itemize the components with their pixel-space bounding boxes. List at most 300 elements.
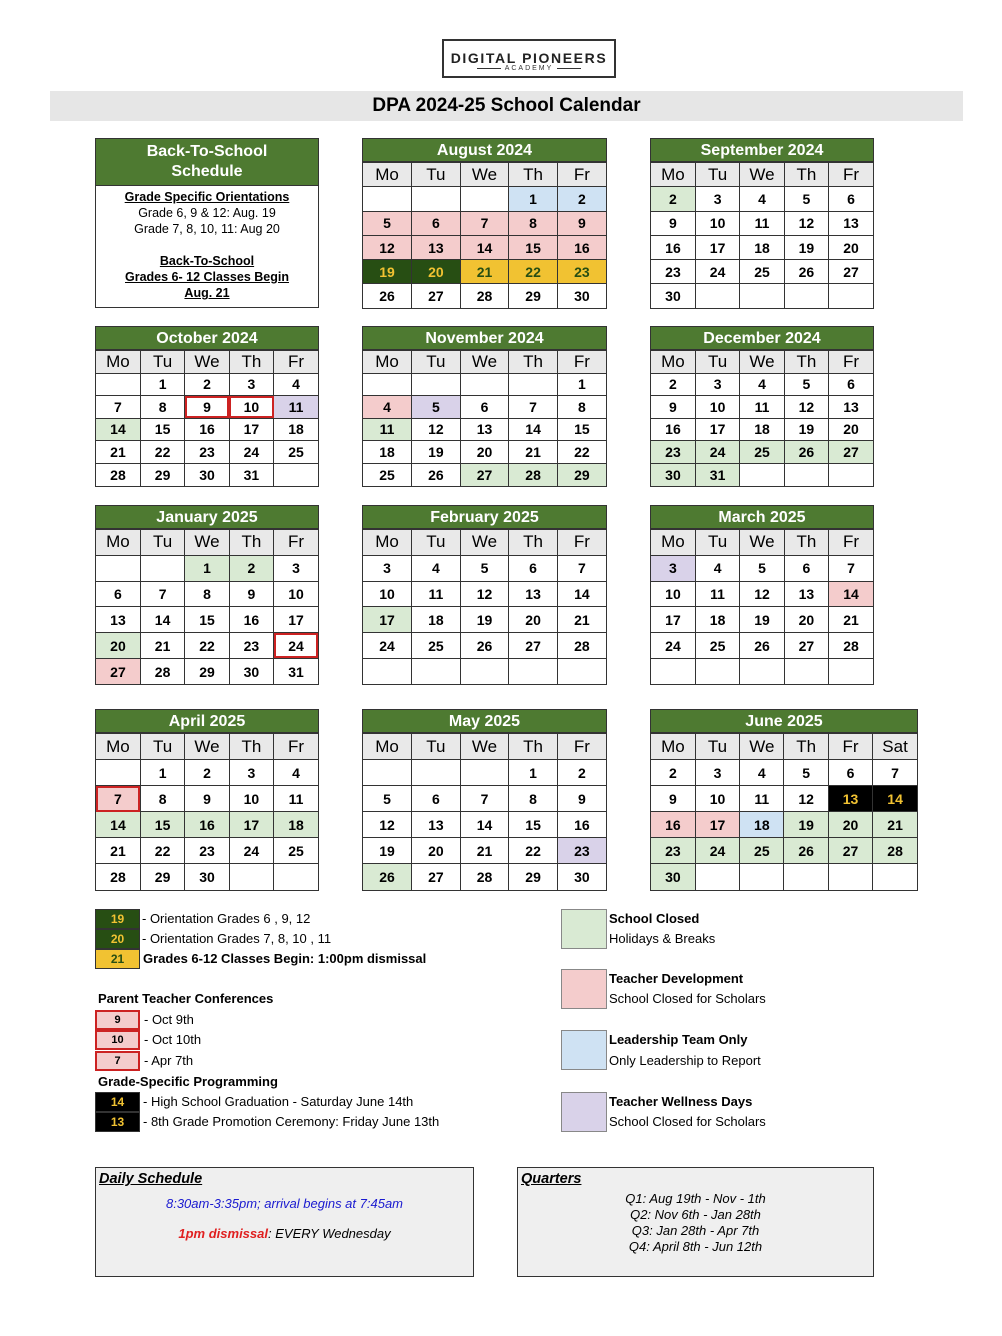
weekday-header: We [740, 351, 784, 374]
day-cell: 20 [460, 441, 509, 464]
day-cell: 14 [96, 812, 140, 838]
wellness-title: Teacher Wellness Days [609, 1094, 753, 1109]
day-cell: 6 [96, 581, 140, 607]
day-cell: 21 [509, 441, 558, 464]
day-cell: 12 [460, 581, 509, 607]
weekday-header: Th [509, 163, 558, 187]
day-cell: 21 [140, 633, 184, 659]
month-title: December 2024 [651, 327, 873, 350]
weekday-header: Fr [828, 734, 872, 760]
day-cell: 6 [509, 555, 558, 581]
day-cell: 24 [363, 633, 412, 659]
day-cell: 17 [651, 607, 695, 633]
day-cell: 1 [557, 373, 606, 396]
weekday-header: Fr [829, 163, 873, 187]
empty-cell [740, 658, 784, 684]
day-cell: 10 [695, 786, 739, 812]
day-cell: 15 [509, 812, 558, 838]
month-december-2024 [650, 326, 874, 487]
weekday-header: Mo [651, 351, 695, 374]
day-cell: 19 [363, 838, 412, 864]
day-cell: 27 [96, 658, 140, 684]
empty-cell [829, 658, 873, 684]
day-cell: 11 [740, 786, 784, 812]
day-cell: 16 [229, 607, 273, 633]
empty-cell [96, 555, 140, 581]
daily-schedule-hours: 8:30am-3:35pm; arrival begins at 7:45am [165, 1196, 403, 1211]
day-cell: 6 [460, 396, 509, 419]
day-cell: 20 [829, 235, 873, 259]
day-cell: 2 [557, 187, 606, 211]
empty-cell [412, 760, 461, 786]
weekday-header: Mo [363, 734, 412, 760]
month-title: March 2025 [651, 506, 873, 529]
day-cell: 12 [784, 396, 828, 419]
day-cell: 18 [274, 418, 318, 441]
day-cell: 1 [509, 187, 558, 211]
weekday-header: We [740, 163, 784, 187]
day-cell: 3 [695, 187, 739, 211]
daily-schedule-box [95, 1167, 474, 1277]
day-cell: 11 [363, 418, 412, 441]
weekday-header: Th [784, 530, 828, 556]
weekday-header: We [185, 530, 229, 556]
empty-cell [695, 658, 739, 684]
day-cell: 1 [140, 373, 184, 396]
day-cell: 16 [651, 235, 695, 259]
day-cell: 19 [460, 607, 509, 633]
day-cell: 3 [363, 555, 412, 581]
day-cell: 21 [460, 260, 509, 284]
day-cell: 13 [784, 581, 828, 607]
day-cell: 25 [274, 441, 318, 464]
day-cell: 15 [140, 812, 184, 838]
empty-cell [695, 864, 739, 890]
ptc-title: Parent Teacher Conferences [98, 991, 274, 1006]
empty-cell [829, 284, 873, 308]
wellness-swatch [561, 1092, 607, 1132]
day-cell: 8 [509, 211, 558, 235]
day-cell: 3 [229, 373, 273, 396]
empty-cell [96, 373, 140, 396]
month-may-2025 [362, 709, 607, 891]
bts-heading-line2: Schedule [171, 163, 243, 180]
empty-cell [274, 864, 318, 890]
school-closed-swatch [561, 909, 607, 949]
month-october-2024 [95, 326, 319, 487]
month-june-2025 [650, 709, 918, 891]
day-cell: 12 [363, 235, 412, 259]
ptc3-swatch: 7 [95, 1051, 140, 1071]
day-cell: 1 [185, 555, 229, 581]
quarters-list [518, 1191, 873, 1255]
day-cell: 7 [557, 555, 606, 581]
day-cell: 3 [695, 373, 739, 396]
empty-cell [740, 864, 784, 890]
day-cell: 28 [460, 284, 509, 308]
weekday-header: We [460, 530, 509, 556]
day-cell: 16 [557, 812, 606, 838]
day-cell: 19 [784, 235, 828, 259]
month-september-2024 [650, 138, 874, 309]
weekday-header: Tu [140, 351, 184, 374]
day-cell: 22 [140, 838, 184, 864]
school-closed-sub: Holidays & Breaks [609, 931, 716, 946]
empty-cell [873, 864, 917, 890]
day-cell: 23 [557, 260, 606, 284]
day-cell: 17 [229, 418, 273, 441]
weekday-header: Fr [557, 734, 606, 760]
day-cell: 11 [740, 211, 784, 235]
day-cell: 25 [740, 260, 784, 284]
empty-cell [557, 658, 606, 684]
day-cell: 30 [557, 284, 606, 308]
day-cell: 21 [460, 838, 509, 864]
empty-cell [460, 658, 509, 684]
day-cell: 22 [509, 838, 558, 864]
day-cell: 5 [460, 555, 509, 581]
day-cell: 4 [740, 187, 784, 211]
day-cell: 10 [229, 786, 273, 812]
weekday-header: Tu [695, 734, 739, 760]
day-cell: 18 [695, 607, 739, 633]
day-cell: 16 [651, 418, 695, 441]
school-closed-title: School Closed [609, 911, 700, 926]
day-cell: 27 [412, 864, 461, 890]
weekday-header: Tu [140, 530, 184, 556]
day-cell: 20 [412, 838, 461, 864]
dismissal-label: 1pm dismissal [178, 1226, 268, 1241]
day-cell: 18 [740, 418, 784, 441]
day-cell: 23 [185, 441, 229, 464]
day-cell: 13 [828, 786, 872, 812]
quarter-item: Q4: April 8th - Jun 12th [628, 1239, 763, 1254]
day-cell: 13 [509, 581, 558, 607]
weekday-header: Fr [274, 351, 318, 374]
month-march-2025 [650, 505, 874, 685]
empty-cell [784, 463, 828, 486]
day-cell: 6 [412, 211, 461, 235]
day-cell: 5 [363, 211, 412, 235]
day-cell: 11 [274, 786, 318, 812]
weekday-header: Th [509, 530, 558, 556]
day-cell: 28 [96, 463, 140, 486]
day-cell: 25 [363, 463, 412, 486]
weekday-header: We [460, 351, 509, 374]
orientation1-swatch: 19 [95, 909, 140, 929]
empty-cell [695, 284, 739, 308]
month-january-2025 [95, 505, 319, 685]
month-title: January 2025 [96, 506, 318, 529]
day-cell: 9 [185, 396, 229, 419]
empty-cell [509, 373, 558, 396]
empty-cell [740, 284, 784, 308]
month-november-2024 [362, 326, 607, 487]
day-cell: 25 [740, 441, 784, 464]
classes-begin-label: Grades 6-12 Classes Begin: 1:00pm dismissal [143, 951, 427, 966]
day-cell: 8 [140, 786, 184, 812]
ptc1-label: - Oct 9th [144, 1012, 194, 1027]
empty-cell [363, 658, 412, 684]
day-cell: 27 [828, 838, 872, 864]
day-cell: 10 [695, 211, 739, 235]
day-cell: 15 [185, 607, 229, 633]
day-cell: 5 [740, 555, 784, 581]
weekday-header: Mo [651, 734, 695, 760]
month-title: June 2025 [651, 710, 917, 733]
day-cell: 23 [229, 633, 273, 659]
academy-logo [442, 39, 616, 78]
day-cell: 16 [185, 418, 229, 441]
day-cell: 15 [509, 235, 558, 259]
day-cell: 1 [140, 760, 184, 786]
daily-schedule-title: Daily Schedule [99, 1171, 203, 1187]
day-cell: 20 [828, 812, 872, 838]
day-cell: 17 [695, 235, 739, 259]
quarter-item: Q1: Aug 19th - Nov - 1th [625, 1191, 766, 1206]
day-cell: 28 [509, 463, 558, 486]
day-cell: 7 [460, 786, 509, 812]
weekday-header: Tu [412, 530, 461, 556]
bts-heading-line1: Back-To-School [146, 143, 268, 160]
day-cell: 6 [829, 373, 873, 396]
dismissal-text: : EVERY Wednesday [268, 1226, 391, 1241]
weekday-header: Mo [363, 163, 412, 187]
weekday-header: Fr [274, 734, 318, 760]
day-cell: 5 [784, 187, 828, 211]
day-cell: 12 [784, 211, 828, 235]
weekday-header: Tu [695, 530, 739, 556]
day-cell: 10 [229, 396, 273, 419]
day-cell: 22 [185, 633, 229, 659]
day-cell: 12 [363, 812, 412, 838]
day-cell: 14 [829, 581, 873, 607]
leadership-sub: Only Leadership to Report [609, 1053, 761, 1068]
day-cell: 26 [784, 441, 828, 464]
gsp-title: Grade-Specific Programming [98, 1074, 278, 1089]
day-cell: 28 [96, 864, 140, 890]
weekday-header: We [185, 351, 229, 374]
weekday-header: Th [784, 351, 828, 374]
day-cell: 31 [229, 463, 273, 486]
day-cell: 9 [557, 786, 606, 812]
weekday-header: Fr [829, 530, 873, 556]
day-cell: 18 [363, 441, 412, 464]
month-title: August 2024 [363, 139, 606, 162]
day-cell: 26 [363, 284, 412, 308]
month-title: April 2025 [96, 710, 318, 733]
day-cell: 21 [829, 607, 873, 633]
weekday-header: Th [229, 734, 273, 760]
weekday-header: Sat [873, 734, 917, 760]
empty-cell [828, 864, 872, 890]
day-cell: 23 [651, 441, 695, 464]
day-cell: 27 [412, 284, 461, 308]
empty-cell [784, 284, 828, 308]
wellness-sub: School Closed for Scholars [609, 1114, 766, 1129]
empty-cell [784, 864, 828, 890]
day-cell: 13 [412, 812, 461, 838]
day-cell: 16 [185, 812, 229, 838]
day-cell: 29 [140, 864, 184, 890]
day-cell: 3 [229, 760, 273, 786]
day-cell: 4 [740, 760, 784, 786]
day-cell: 13 [460, 418, 509, 441]
day-cell: 9 [185, 786, 229, 812]
day-cell: 11 [740, 396, 784, 419]
bts-title: Back-To-School [159, 254, 255, 268]
day-cell: 13 [829, 211, 873, 235]
day-cell: 31 [695, 463, 739, 486]
day-cell: 6 [828, 760, 872, 786]
day-cell: 20 [96, 633, 140, 659]
day-cell: 9 [651, 211, 695, 235]
day-cell: 22 [557, 441, 606, 464]
day-cell: 23 [651, 838, 695, 864]
day-cell: 2 [651, 760, 695, 786]
day-cell: 25 [412, 633, 461, 659]
day-cell: 31 [274, 658, 318, 684]
weekday-header: Th [784, 163, 828, 187]
day-cell: 17 [274, 607, 318, 633]
day-cell: 11 [695, 581, 739, 607]
day-cell: 21 [873, 812, 917, 838]
day-cell: 10 [695, 396, 739, 419]
day-cell: 11 [412, 581, 461, 607]
day-cell: 25 [695, 633, 739, 659]
empty-cell [460, 760, 509, 786]
day-cell: 21 [96, 441, 140, 464]
empty-cell [412, 658, 461, 684]
day-cell: 5 [784, 760, 828, 786]
quarters-box [517, 1167, 874, 1277]
day-cell: 30 [651, 463, 695, 486]
day-cell: 16 [651, 812, 695, 838]
day-cell: 20 [412, 260, 461, 284]
orientation2-label: - Orientation Grades 7, 8, 10 , 11 [142, 931, 332, 946]
empty-cell [229, 864, 273, 890]
day-cell: 6 [412, 786, 461, 812]
day-cell: 25 [274, 838, 318, 864]
day-cell: 22 [140, 441, 184, 464]
month-title: November 2024 [363, 327, 606, 350]
day-cell: 4 [695, 555, 739, 581]
day-cell: 21 [96, 838, 140, 864]
day-cell: 30 [651, 864, 695, 890]
classes-begin-swatch: 21 [95, 949, 140, 969]
day-cell: 7 [96, 396, 140, 419]
day-cell: 5 [784, 373, 828, 396]
day-cell: 25 [740, 838, 784, 864]
day-cell: 3 [274, 555, 318, 581]
leadership-swatch [561, 1030, 607, 1070]
day-cell: 20 [509, 607, 558, 633]
empty-cell [363, 373, 412, 396]
day-cell: 12 [740, 581, 784, 607]
day-cell: 7 [460, 211, 509, 235]
day-cell: 28 [140, 658, 184, 684]
day-cell: 26 [740, 633, 784, 659]
month-august-2024 [362, 138, 607, 309]
weekday-header: Tu [412, 163, 461, 187]
weekday-header: Th [509, 734, 558, 760]
day-cell: 3 [695, 760, 739, 786]
empty-cell [363, 187, 412, 211]
day-cell: 23 [557, 838, 606, 864]
month-title: February 2025 [363, 506, 606, 529]
day-cell: 14 [557, 581, 606, 607]
bts-line2: Aug. 21 [184, 286, 230, 300]
ptc2-swatch: 10 [95, 1030, 140, 1050]
day-cell: 18 [412, 607, 461, 633]
weekday-header: Tu [140, 734, 184, 760]
day-cell: 9 [557, 211, 606, 235]
day-cell: 13 [829, 396, 873, 419]
day-cell: 6 [784, 555, 828, 581]
weekday-header: Mo [363, 351, 412, 374]
day-cell: 24 [274, 633, 318, 659]
day-cell: 19 [363, 260, 412, 284]
day-cell: 30 [651, 284, 695, 308]
day-cell: 29 [509, 864, 558, 890]
day-cell: 26 [784, 838, 828, 864]
day-cell: 14 [460, 812, 509, 838]
day-cell: 2 [185, 760, 229, 786]
day-cell: 23 [651, 260, 695, 284]
day-cell: 13 [412, 235, 461, 259]
weekday-header: Th [229, 530, 273, 556]
day-cell: 14 [96, 418, 140, 441]
day-cell: 15 [557, 418, 606, 441]
bts-line1: Grades 6- 12 Classes Begin [125, 270, 289, 284]
day-cell: 15 [140, 418, 184, 441]
day-cell: 24 [695, 441, 739, 464]
day-cell: 18 [274, 812, 318, 838]
weekday-header: We [460, 734, 509, 760]
weekday-header: Mo [96, 734, 140, 760]
day-cell: 8 [185, 581, 229, 607]
day-cell: 27 [829, 441, 873, 464]
weekday-header: Tu [412, 734, 461, 760]
ptc1-swatch: 9 [95, 1010, 140, 1030]
day-cell: 29 [140, 463, 184, 486]
daily-schedule-dismissal [96, 1226, 473, 1241]
day-cell: 2 [229, 555, 273, 581]
month-title: October 2024 [96, 327, 318, 350]
day-cell: 5 [363, 786, 412, 812]
weekday-header: Tu [695, 163, 739, 187]
day-cell: 28 [873, 838, 917, 864]
day-cell: 4 [274, 373, 318, 396]
quarters-title: Quarters [521, 1171, 582, 1187]
day-cell: 7 [829, 555, 873, 581]
weekday-header: We [740, 734, 784, 760]
day-cell: 28 [829, 633, 873, 659]
day-cell: 17 [695, 418, 739, 441]
day-cell: 30 [557, 864, 606, 890]
weekday-header: Mo [651, 163, 695, 187]
weekday-header: Mo [96, 530, 140, 556]
graduation-swatch: 14 [95, 1092, 140, 1112]
weekday-header: We [185, 734, 229, 760]
day-cell: 9 [229, 581, 273, 607]
empty-cell [509, 658, 558, 684]
month-april-2025 [95, 709, 319, 891]
month-title: May 2025 [363, 710, 606, 733]
weekday-header: Tu [412, 351, 461, 374]
day-cell: 6 [829, 187, 873, 211]
orientation2-swatch: 20 [95, 929, 140, 949]
